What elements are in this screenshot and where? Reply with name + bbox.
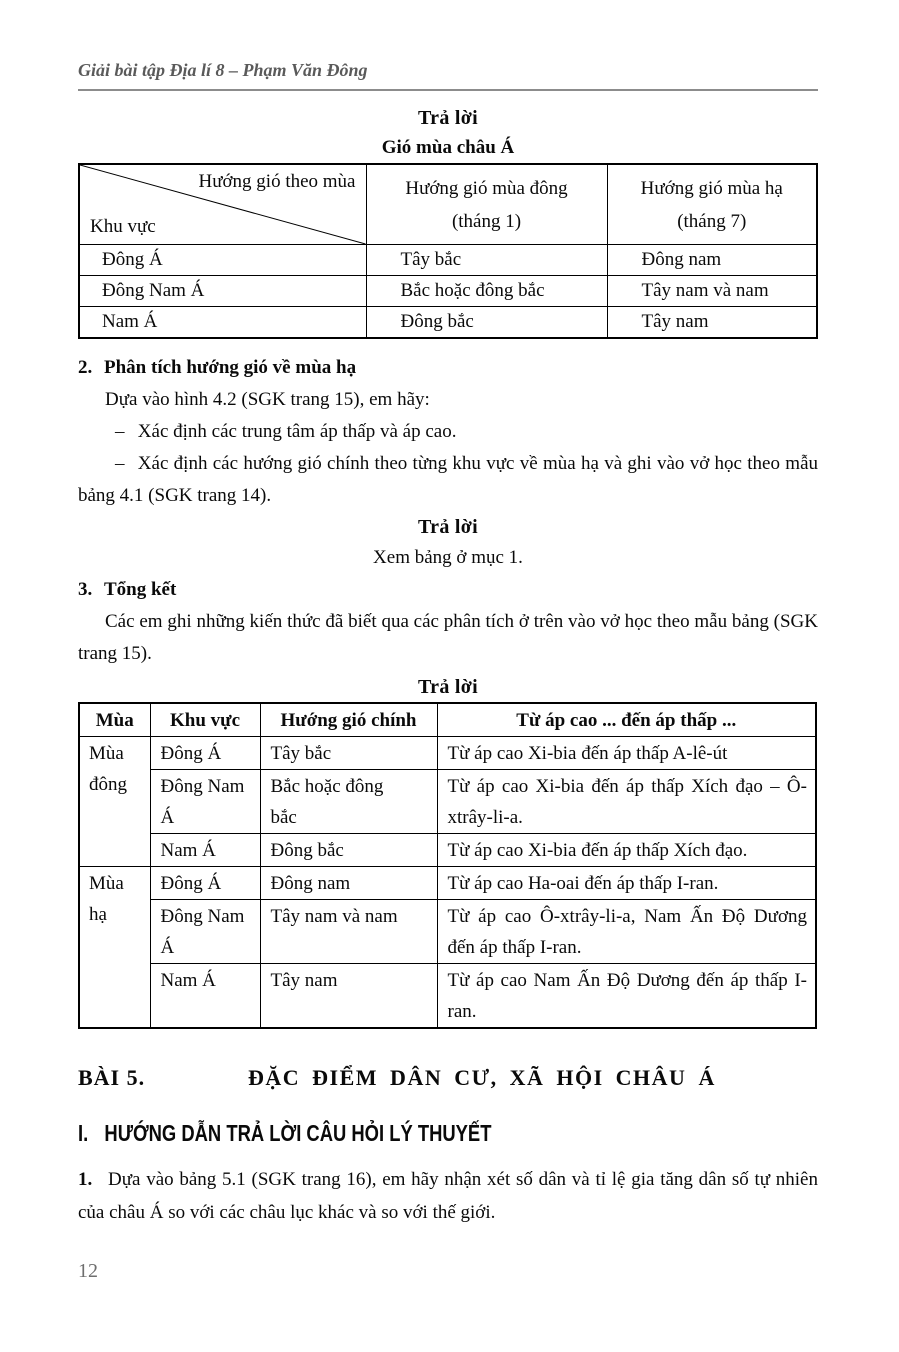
table-row [79,307,817,339]
wind-cell: Tây nam [260,964,437,1029]
winter-wind-cell: Đông bắc [366,307,607,339]
corner-label-region: Khu vực [90,216,156,237]
table-row [79,867,816,900]
pressure-route-cell: Từ áp cao Xi-bia đến áp thấp A-lê-út [437,737,816,770]
pressure-route-cell: Từ áp cao Ô-xtrây-li-a, Nam Ấn Độ Dương đến áp thấp I-ran. [437,900,816,964]
table2-header-region: Khu vực [150,703,260,737]
summer-wind-cell: Tây nam [607,307,817,339]
summer-wind-cell: Đông nam [607,245,817,276]
section-1-heading [78,1119,818,1147]
table-row [79,964,816,1029]
section-title: HƯỚNG DẪN TRẢ LỜI CÂU HỎI LÝ THUYẾT [104,1120,492,1146]
table-row [79,276,817,307]
wind-cell: Đông nam [260,867,437,900]
monsoon-direction-table [78,163,818,339]
question-2-bullet-2: – Xác định các hướng gió chính theo từng khu vực về mùa hạ và ghi vào vở học theo mẫu bảng 4.1 (SGK trang 14). [78,453,818,506]
header-line: Hướng gió mùa đông [405,177,568,199]
page-content [78,0,818,1283]
season-cell-winter: Mùa đông [79,737,150,867]
answer-heading-3: Trả lời [417,676,479,698]
table1-header-winter [366,164,607,245]
season-cell-summer: Mùa hạ [79,867,150,1029]
region-cell: Nam Á [79,307,366,339]
question-text: Dựa vào bảng 5.1 (SGK trang 16), em hãy nhận xét số dân và tỉ lệ gia tăng dân số tự nhiên của châu Á so với các châu lục khác và so với thế giới. [78,1169,818,1223]
table1-corner-cell [79,164,366,245]
question-2-bullet-1: – Xác định các trung tâm áp thấp và áp cao. [115,421,457,442]
winter-wind-cell: Bắc hoặc đông bắc [366,276,607,307]
wind-cell: Đông bắc [260,834,437,867]
lesson-5-heading [78,1063,818,1093]
monsoon-summary-table [78,702,817,1029]
header-line: (tháng 1) [451,210,522,232]
question-3-heading [78,574,818,606]
pressure-route-cell: Từ áp cao Xi-bia đến áp thấp Xích đạo – Ô-xtrây-li-a. [437,770,816,834]
region-cell: Đông Á [150,737,260,770]
table2-header-row [79,703,816,737]
region-cell: Nam Á [150,964,260,1029]
question-title: Phân tích hướng gió về mùa hạ [104,357,357,378]
table1-header-summer [607,164,817,245]
region-cell: Đông Nam Á [150,770,260,834]
table1-header-row [79,164,817,245]
section-number: I. [78,1120,89,1146]
page-number: 12 [78,1260,98,1282]
region-cell: Nam Á [150,834,260,867]
winter-wind-cell: Tây bắc [366,245,607,276]
table-row [79,834,816,867]
pressure-route-cell: Từ áp cao Xi-bia đến áp thấp Xích đạo. [437,834,816,867]
table-row [79,770,816,834]
answer-2-note: Xem bảng ở mục 1. [373,547,523,568]
question-title: Tổng kết [104,579,177,600]
answer-heading-2: Trả lời [417,516,479,538]
table2-header-pressure: Từ áp cao ... đến áp thấp ... [437,703,816,737]
question-number: 1. [78,1169,93,1190]
table2-header-season: Mùa [79,703,150,737]
region-cell: Đông Á [150,867,260,900]
question-number: 3. [78,579,93,600]
header-line: (tháng 7) [677,210,747,232]
question-3-body: Các em ghi những kiến thức đã biết qua các phân tích ở trên vào vở học theo mẫu bảng (SGK trang 15). [78,611,818,664]
pressure-route-cell: Từ áp cao Nam Ấn Độ Dương đến áp thấp I-ran. [437,964,816,1029]
question-number: 2. [78,357,93,378]
region-cell: Đông Á [79,245,366,276]
region-cell: Đông Nam Á [79,276,366,307]
summer-wind-cell: Tây nam và nam [607,276,817,307]
wind-cell: Tây nam và nam [260,900,437,964]
wind-cell: Tây bắc [260,737,437,770]
pressure-route-cell: Từ áp cao Ha-oai đến áp thấp I-ran. [437,867,816,900]
question-1-paragraph [78,1163,818,1229]
question-2-intro: Dựa vào hình 4.2 (SGK trang 15), em hãy: [105,389,430,410]
table-row [79,737,816,770]
running-header: Giải bài tập Địa lí 8 – Phạm Văn Đông [78,58,818,91]
lesson-title: ĐẶC ĐIỂM DÂN CƯ, XÃ HỘI CHÂU Á [248,1065,716,1090]
question-2-heading [78,352,818,384]
lesson-number: BÀI 5. [78,1065,146,1090]
region-cell: Đông Nam Á [150,900,260,964]
table1-title: Gió mùa châu Á [381,137,515,158]
table-row [79,900,816,964]
wind-cell: Bắc hoặc đông bắc [260,770,437,834]
table2-header-wind: Hướng gió chính [260,703,437,737]
header-line: Hướng gió mùa hạ [640,177,783,199]
corner-label-wind-direction: Hướng gió theo mùa [198,171,356,192]
answer-heading-1: Trả lời [417,107,479,129]
table-row [79,245,817,276]
